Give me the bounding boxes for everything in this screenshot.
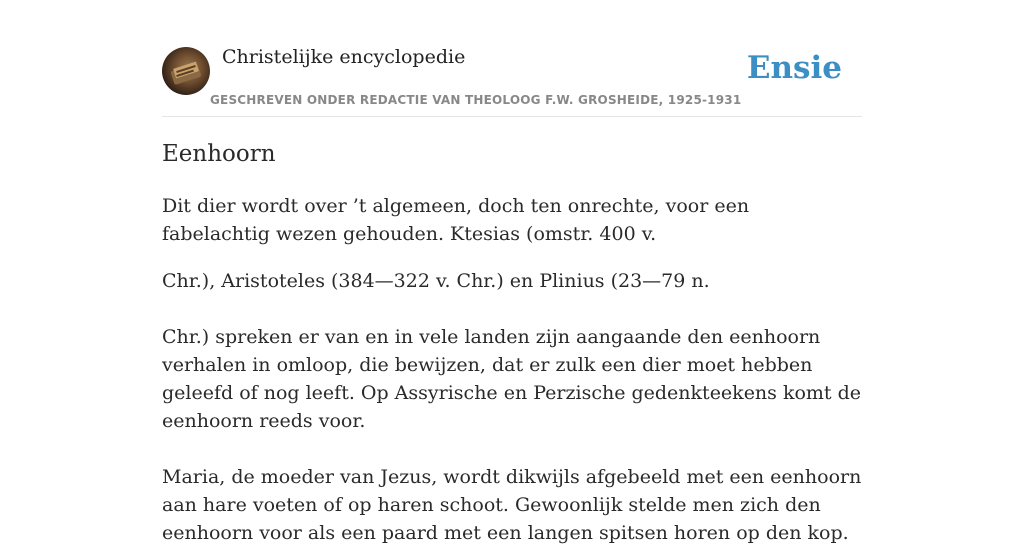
encyclopedia-avatar-icon[interactable]: [162, 47, 210, 95]
site-title[interactable]: Christelijke encyclopedie: [222, 46, 466, 68]
site-header: [162, 46, 862, 117]
article-paragraph: Chr.) spreken er van en in vele landen zijn aangaande den eenhoorn verhalen in omloop, die bewijzen, dat er zulk een dier moet hebben geleefd of nog leeft. Op Assyrische en Perzische gedenkteekens komt de eenhoorn reeds voor.: [162, 326, 862, 432]
article-paragraph: Maria, de moeder van Jezus, wordt dikwijls afgebeeld met een eenhoorn aan hare voeten of op haren schoot. Gewoonlijk stelde men zich den eenhoorn voor als een paard met een langen spitsen horen op den kop.: [162, 466, 862, 544]
site-subtitle: GESCHREVEN ONDER REDACTIE VAN THEOLOOG F.W. GROSHEIDE, 1925-1931: [210, 93, 742, 107]
article-paragraph: Dit dier wordt over ’t algemeen, doch ten onrechte, voor een fabelachtig wezen gehouden. Ktesias (omstr. 400 v.: [162, 195, 750, 245]
article-paragraph: Chr.), Aristoteles (384—322 v. Chr.) en Plinius (23—79 n.: [162, 270, 710, 292]
article-content: [162, 138, 862, 547]
article-title: Eenhoorn: [162, 141, 276, 167]
ensie-logo-link[interactable]: Ensie: [746, 50, 842, 86]
